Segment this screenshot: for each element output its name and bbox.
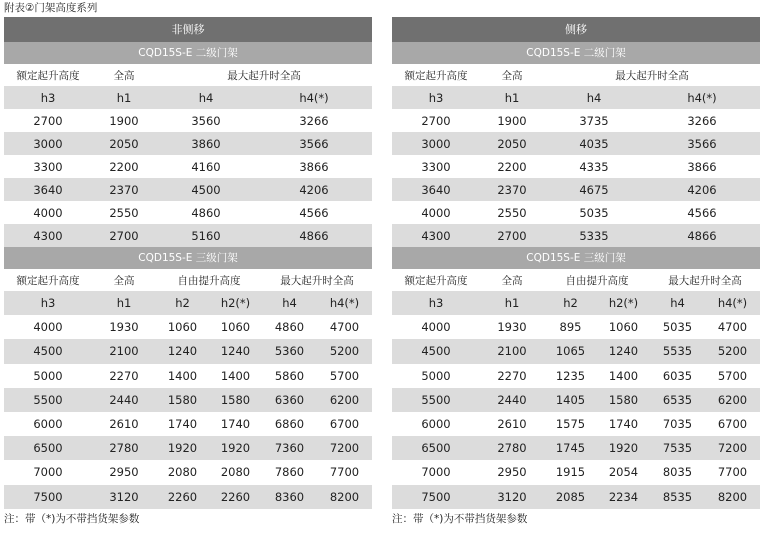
table-cell: 4866 (299, 228, 329, 243)
table-row (392, 109, 760, 132)
table-cell: 7860 (274, 465, 305, 480)
table-cell: 4500 (421, 344, 451, 359)
table-cell: 1930 (497, 320, 527, 335)
table-row (4, 109, 372, 132)
table-cell: 2270 (109, 368, 139, 383)
table-cell: 2550 (497, 205, 527, 220)
column-symbol: h1 (504, 90, 520, 105)
table-cell: 7700 (717, 465, 748, 480)
two_stage-symbol-row (4, 86, 372, 109)
table-cell: 5000 (421, 368, 451, 383)
table-cell: 6360 (274, 392, 305, 407)
table-cell: 1740 (220, 417, 251, 432)
table-cell: 3866 (687, 159, 717, 174)
table-cell: 1920 (167, 441, 198, 456)
table-cell: 4700 (717, 320, 748, 335)
table-cell: 2100 (109, 344, 139, 359)
three_stage-symbol-row (4, 291, 372, 315)
table-cell: 4300 (421, 228, 451, 243)
table-cell: 4866 (687, 228, 717, 243)
table-cell: 5860 (274, 368, 305, 383)
table-row (392, 224, 760, 247)
column-symbol: h4 (282, 296, 297, 311)
table-cell: 2700 (497, 228, 527, 243)
two_stage-symbol-row (392, 86, 760, 109)
table-row (392, 132, 760, 155)
table-cell: 8035 (662, 465, 693, 480)
table-cell: 2370 (109, 182, 139, 197)
table-cell: 1920 (220, 441, 251, 456)
table-row (392, 315, 760, 339)
table-cell: 6000 (33, 417, 63, 432)
table-cell: 2700 (421, 113, 451, 128)
table-cell: 3735 (579, 113, 609, 128)
table-cell: 2370 (497, 182, 527, 197)
table-cell: 2234 (608, 489, 639, 504)
column-symbol: h4 (198, 90, 214, 105)
table-cell: 2780 (109, 441, 139, 456)
table-row (4, 339, 372, 363)
table-cell: 5000 (33, 368, 63, 383)
table-cell: 1915 (555, 465, 586, 480)
table-row (392, 178, 760, 201)
table-row (392, 155, 760, 178)
table-cell: 5335 (579, 228, 609, 243)
table-cell: 5360 (274, 344, 305, 359)
table-cell: 7700 (329, 465, 360, 480)
three_stage-label-row (392, 269, 760, 291)
table-row (392, 339, 760, 363)
table-cell: 7000 (421, 465, 451, 480)
table-cell: 1060 (167, 320, 198, 335)
table-cell: 4335 (579, 159, 609, 174)
table-cell: 4500 (33, 344, 63, 359)
column-symbol: h4(*) (299, 90, 329, 105)
column-group-label: 全高 (113, 274, 135, 287)
table-cell: 7500 (421, 489, 451, 504)
footnote-right: 注：带（*)为不带挡货架参数 (392, 513, 528, 525)
two_stage-subheader: CQD15S-E 二级门架 (4, 42, 372, 64)
table-cell: 2054 (608, 465, 639, 480)
table-row (4, 178, 372, 201)
table-row (392, 460, 760, 484)
table-cell: 7500 (33, 489, 63, 504)
table-cell: 4860 (274, 320, 305, 335)
page-title: 附表②门架高度系列 (4, 2, 98, 14)
table-cell: 1580 (220, 392, 251, 407)
column-group-label: 额定起升高度 (404, 69, 468, 82)
column-symbol: h4 (586, 90, 602, 105)
table-cell: 3266 (687, 113, 717, 128)
table-cell: 1900 (497, 113, 527, 128)
table-cell: 2440 (497, 392, 527, 407)
table-row (4, 485, 372, 509)
table-cell: 1400 (608, 368, 639, 383)
table-cell: 2200 (109, 159, 139, 174)
table-cell: 4206 (299, 182, 329, 197)
panel-non-sideshift (4, 17, 372, 509)
table-cell: 1400 (167, 368, 198, 383)
column-group-label: 最大起升时全高 (227, 69, 301, 82)
panel-sideshift (392, 17, 760, 509)
table-cell: 4160 (191, 159, 221, 174)
table-row (4, 201, 372, 224)
column-symbol: h4 (670, 296, 685, 311)
table-cell: 4675 (579, 182, 609, 197)
table-cell: 8360 (274, 489, 305, 504)
table-cell: 6500 (33, 441, 63, 456)
table-cell: 6535 (662, 392, 693, 407)
column-symbol: h2(*) (220, 296, 251, 311)
table-cell: 2080 (167, 465, 198, 480)
table-cell: 1065 (555, 344, 586, 359)
table-cell: 6200 (717, 392, 748, 407)
table-cell: 2610 (109, 417, 139, 432)
column-group-label: 自由提升高度 (565, 274, 629, 287)
table-cell: 2260 (220, 489, 251, 504)
table-cell: 2270 (497, 368, 527, 383)
column-group-label: 额定起升高度 (16, 274, 80, 287)
column-symbol: h3 (40, 296, 56, 311)
two_stage-label-row (392, 64, 760, 86)
table-cell: 1740 (608, 417, 639, 432)
table-cell: 3120 (109, 489, 139, 504)
column-symbol: h2 (563, 296, 578, 311)
two_stage-subheader: CQD15S-E 二级门架 (392, 42, 760, 64)
table-cell: 3640 (421, 182, 451, 197)
table-cell: 1240 (608, 344, 639, 359)
table-row (392, 388, 760, 412)
table-row (4, 315, 372, 339)
table-cell: 1745 (555, 441, 586, 456)
table-cell: 5500 (421, 392, 451, 407)
table-cell: 895 (559, 320, 582, 335)
table-cell: 2780 (497, 441, 527, 456)
table-cell: 1240 (167, 344, 198, 359)
three_stage-symbol-row (392, 291, 760, 315)
table-row (4, 412, 372, 436)
table-cell: 2050 (109, 136, 139, 151)
table-cell: 4500 (191, 182, 221, 197)
table-cell: 1235 (555, 368, 586, 383)
table-cell: 2085 (555, 489, 586, 504)
table-cell: 4035 (579, 136, 609, 151)
table-cell: 3640 (33, 182, 63, 197)
table-cell: 2260 (167, 489, 198, 504)
table-cell: 4000 (33, 205, 63, 220)
table-cell: 2550 (109, 205, 139, 220)
table-row (4, 460, 372, 484)
table-cell: 6860 (274, 417, 305, 432)
table-cell: 1930 (109, 320, 139, 335)
column-group-label: 全高 (113, 69, 135, 82)
table-cell: 6000 (421, 417, 451, 432)
table-row (392, 412, 760, 436)
three_stage-subheader: CQD15S-E 三级门架 (392, 247, 760, 269)
table-row (4, 224, 372, 247)
column-group-label: 自由提升高度 (177, 274, 241, 287)
column-group-label: 最大起升时全高 (668, 274, 742, 287)
table-cell: 4206 (687, 182, 717, 197)
table-cell: 1405 (555, 392, 586, 407)
column-group-label: 最大起升时全高 (615, 69, 689, 82)
table-cell: 1920 (608, 441, 639, 456)
table-cell: 1740 (167, 417, 198, 432)
column-group-label: 额定起升高度 (404, 274, 468, 287)
table-cell: 6500 (421, 441, 451, 456)
table-row (4, 364, 372, 388)
table-cell: 5535 (662, 344, 693, 359)
table-cell: 3560 (191, 113, 221, 128)
table-cell: 1240 (220, 344, 251, 359)
table-cell: 1900 (109, 113, 139, 128)
table-cell: 8535 (662, 489, 693, 504)
column-symbol: h3 (428, 90, 444, 105)
table-cell: 6700 (329, 417, 360, 432)
table-cell: 4566 (299, 205, 329, 220)
table-cell: 2950 (497, 465, 527, 480)
two_stage-label-row (4, 64, 372, 86)
column-symbol: h3 (428, 296, 444, 311)
table-cell: 3566 (299, 136, 329, 151)
table-cell: 2200 (497, 159, 527, 174)
table-cell: 1575 (555, 417, 586, 432)
table-cell: 8200 (329, 489, 360, 504)
table-cell: 3566 (687, 136, 717, 151)
column-symbol: h3 (40, 90, 56, 105)
table-cell: 4000 (33, 320, 63, 335)
table-cell: 8200 (717, 489, 748, 504)
table-cell: 5200 (329, 344, 360, 359)
table-cell: 4566 (687, 205, 717, 220)
table-cell: 1060 (608, 320, 639, 335)
table-cell: 3860 (191, 136, 221, 151)
table-cell: 7535 (662, 441, 693, 456)
table-cell: 7035 (662, 417, 693, 432)
table-cell: 3300 (33, 159, 63, 174)
table-cell: 5500 (33, 392, 63, 407)
column-group-label: 最大起升时全高 (280, 274, 354, 287)
table-row (4, 388, 372, 412)
column-symbol: h2(*) (608, 296, 639, 311)
table-cell: 5700 (717, 368, 748, 383)
table-row (392, 364, 760, 388)
table-cell: 3000 (421, 136, 451, 151)
table-cell: 2610 (497, 417, 527, 432)
column-symbol: h1 (116, 90, 132, 105)
table-cell: 1580 (167, 392, 198, 407)
table-cell: 6700 (717, 417, 748, 432)
table-row (392, 436, 760, 460)
column-group-label: 全高 (501, 69, 523, 82)
table-cell: 4000 (421, 320, 451, 335)
table-cell: 5700 (329, 368, 360, 383)
table-cell: 2700 (109, 228, 139, 243)
table-row (4, 132, 372, 155)
table-row (392, 201, 760, 224)
table-cell: 1060 (220, 320, 251, 335)
table-cell: 3866 (299, 159, 329, 174)
table-cell: 5035 (662, 320, 693, 335)
table-row (392, 485, 760, 509)
panel-header: 非侧移 (4, 17, 372, 42)
column-symbol: h4(*) (687, 90, 717, 105)
column-symbol: h4(*) (329, 296, 360, 311)
table-cell: 4000 (421, 205, 451, 220)
table-cell: 7200 (329, 441, 360, 456)
footnote-left: 注：带（*)为不带挡货架参数 (4, 513, 140, 525)
table-cell: 2100 (497, 344, 527, 359)
table-row (4, 436, 372, 460)
table-row (4, 155, 372, 178)
panel-header: 侧移 (392, 17, 760, 42)
table-cell: 1400 (220, 368, 251, 383)
table-cell: 7000 (33, 465, 63, 480)
table-cell: 3300 (421, 159, 451, 174)
table-cell: 5200 (717, 344, 748, 359)
table-cell: 7200 (717, 441, 748, 456)
column-symbol: h2 (175, 296, 190, 311)
table-cell: 4300 (33, 228, 63, 243)
table-cell: 6035 (662, 368, 693, 383)
table-cell: 1580 (608, 392, 639, 407)
table-cell: 2050 (497, 136, 527, 151)
table-cell: 6200 (329, 392, 360, 407)
table-cell: 5035 (579, 205, 609, 220)
table-cell: 4700 (329, 320, 360, 335)
column-symbol: h1 (504, 296, 520, 311)
three_stage-label-row (4, 269, 372, 291)
column-group-label: 额定起升高度 (16, 69, 80, 82)
table-cell: 3000 (33, 136, 63, 151)
table-cell: 2440 (109, 392, 139, 407)
table-cell: 3266 (299, 113, 329, 128)
three_stage-subheader: CQD15S-E 三级门架 (4, 247, 372, 269)
table-cell: 2700 (33, 113, 63, 128)
table-cell: 4860 (191, 205, 221, 220)
column-symbol: h4(*) (717, 296, 748, 311)
table-cell: 7360 (274, 441, 305, 456)
column-group-label: 全高 (501, 274, 523, 287)
table-cell: 2080 (220, 465, 251, 480)
table-cell: 5160 (191, 228, 221, 243)
table-cell: 3120 (497, 489, 527, 504)
table-cell: 2950 (109, 465, 139, 480)
column-symbol: h1 (116, 296, 132, 311)
